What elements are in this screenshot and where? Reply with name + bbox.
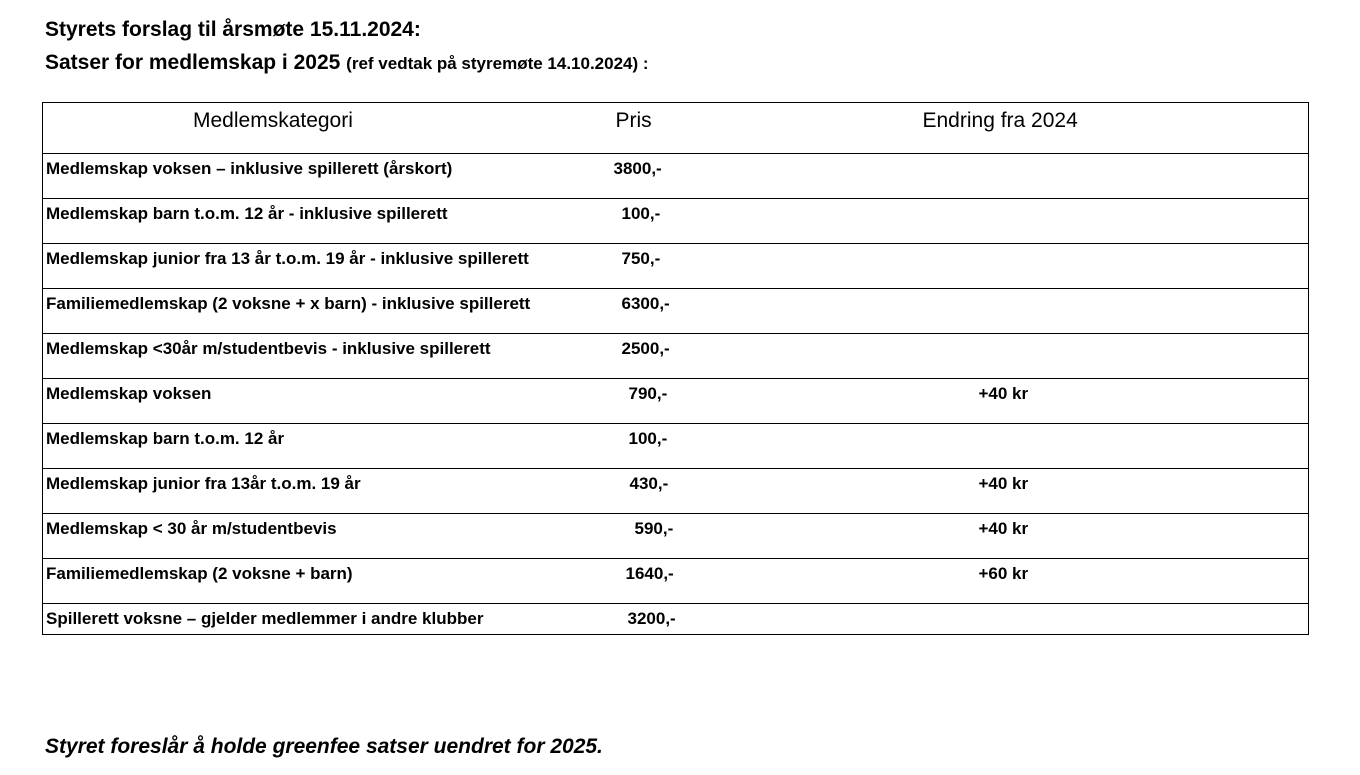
header-change: Endring fra 2024 bbox=[827, 103, 1309, 154]
table-row bbox=[43, 334, 1309, 379]
table-row bbox=[43, 244, 1309, 289]
row-category: Spillerett voksne – gjelder medlemmer i andre klubber bbox=[43, 604, 603, 635]
row-price: 100,- bbox=[603, 424, 827, 469]
row-price: 3200,- bbox=[603, 604, 827, 635]
row-price: 790,- bbox=[603, 379, 827, 424]
table-row bbox=[43, 379, 1309, 424]
row-price: 3800,- bbox=[603, 154, 827, 199]
row-change bbox=[827, 424, 1309, 469]
row-price: 430,- bbox=[603, 469, 827, 514]
row-category: Medlemskap <30år m/studentbevis - inklusive spillerett bbox=[43, 334, 603, 379]
row-category: Familiemedlemskap (2 voksne + barn) bbox=[43, 559, 603, 604]
table-row bbox=[43, 514, 1309, 559]
subtitle-main: Satser for medlemskap i 2025 bbox=[45, 51, 341, 74]
row-change: +40 kr bbox=[827, 469, 1309, 514]
row-change: +40 kr bbox=[827, 514, 1309, 559]
row-category: Familiemedlemskap (2 voksne + x barn) - inklusive spillerett bbox=[43, 289, 603, 334]
document-subtitle bbox=[45, 51, 649, 75]
row-price: 590,- bbox=[603, 514, 827, 559]
subtitle-reference: (ref vedtak på styremøte 14.10.2024) : bbox=[346, 54, 649, 73]
table-row bbox=[43, 199, 1309, 244]
row-category: Medlemskap junior fra 13 år t.o.m. 19 år - inklusive spillerett bbox=[43, 244, 603, 289]
membership-rates-table bbox=[42, 102, 1309, 635]
table-header-row bbox=[43, 103, 1309, 154]
row-category: Medlemskap < 30 år m/studentbevis bbox=[43, 514, 603, 559]
row-category: Medlemskap barn t.o.m. 12 år bbox=[43, 424, 603, 469]
row-change: +60 kr bbox=[827, 559, 1309, 604]
table-row bbox=[43, 604, 1309, 635]
row-change bbox=[827, 154, 1309, 199]
row-price: 750,- bbox=[603, 244, 827, 289]
document-title: Styrets forslag til årsmøte 15.11.2024: bbox=[45, 18, 421, 41]
row-category: Medlemskap barn t.o.m. 12 år - inklusive spillerett bbox=[43, 199, 603, 244]
header-category: Medlemskategori bbox=[43, 103, 603, 154]
greenfee-note: Styret foreslår å holde greenfee satser uendret for 2025. bbox=[45, 735, 603, 758]
row-change bbox=[827, 244, 1309, 289]
row-change bbox=[827, 289, 1309, 334]
row-price: 6300,- bbox=[603, 289, 827, 334]
table-row bbox=[43, 469, 1309, 514]
table-row bbox=[43, 559, 1309, 604]
table-row bbox=[43, 424, 1309, 469]
row-change bbox=[827, 334, 1309, 379]
table-row bbox=[43, 154, 1309, 199]
header-price: Pris bbox=[603, 103, 827, 154]
row-price: 100,- bbox=[603, 199, 827, 244]
row-change: +40 kr bbox=[827, 379, 1309, 424]
row-change bbox=[827, 199, 1309, 244]
row-category: Medlemskap voksen – inklusive spillerett (årskort) bbox=[43, 154, 603, 199]
row-change bbox=[827, 604, 1309, 635]
table-row bbox=[43, 289, 1309, 334]
row-category: Medlemskap junior fra 13år t.o.m. 19 år bbox=[43, 469, 603, 514]
row-category: Medlemskap voksen bbox=[43, 379, 603, 424]
row-price: 2500,- bbox=[603, 334, 827, 379]
row-price: 1640,- bbox=[603, 559, 827, 604]
